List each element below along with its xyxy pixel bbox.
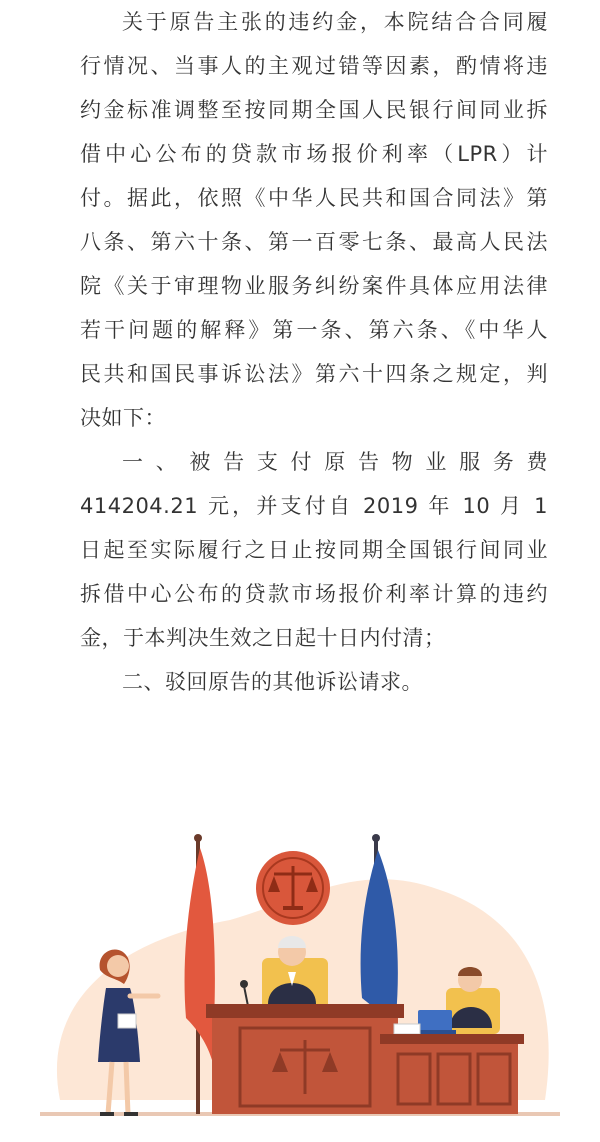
text-line: 决如下： [80,406,166,430]
text-line: 借中心公布的贷款市场报价利率（LPR）计 [80,142,548,166]
paragraph-ruling-one [80,440,548,660]
justice-emblem-icon [256,851,330,925]
document-stack [394,1024,420,1034]
text-line: 关于原告主张的违约金，本院结合合同履 [122,10,548,34]
judge-bench [206,1004,404,1114]
clerk-desk [380,1034,524,1114]
text-line: 日起至实际履行之日止按同期全国银行间同业 [80,538,548,562]
paragraph-reasoning [80,0,548,440]
text-line: 民共和国民事诉讼法》第六十四条之规定，判 [80,362,548,386]
judgment-text [80,0,548,704]
text-line: 行情况、当事人的主观过错等因素，酌情将违 [80,54,548,78]
text-line: 二、驳回原告的其他诉讼请求。 [122,670,423,694]
text-line: 约金标准调整至按同期全国人民银行间同业拆 [80,98,548,122]
text-line: 八条、第六十条、第一百零七条、最高人民法 [80,230,548,254]
courtroom-illustration-icon [0,800,600,1142]
text-line: 付。据此，依照《中华人民共和国合同法》第 [80,186,548,210]
text-line: 若干问题的解释》第一条、第六条、《中华人 [80,318,548,342]
text-line: 一、被告支付原告物业服务费 [122,450,548,474]
text-line: 院《关于审理物业服务纠纷案件具体应用法律 [80,274,548,298]
text-line: 拆借中心公布的贷款市场报价利率计算的违约 [80,582,548,606]
paragraph-ruling-two [80,660,548,704]
text-line: 414204.21 元，并支付自 2019 年 10 月 1 [80,494,548,518]
text-line: 金，于本判决生效之日起十日内付清； [80,626,446,650]
